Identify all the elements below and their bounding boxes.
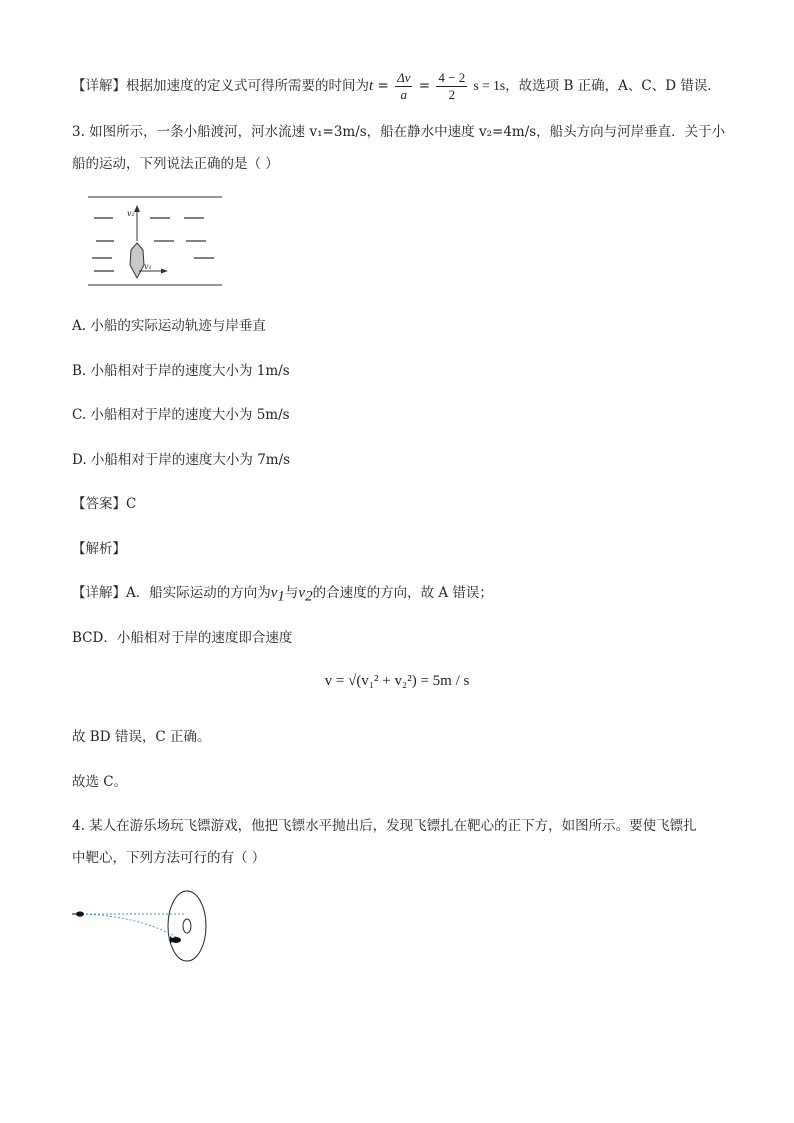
fraction-denominator: 2: [448, 87, 456, 102]
q3-stem-line1: 3. 如图所示，一条小船渡河，河水流速 v₁=3m/s，船在静水中速度 v₂=4m/s，船头方向与河岸垂直．关于小: [72, 124, 726, 140]
label-v1: v₁: [144, 262, 152, 271]
detail-a-post: 的合速度的方向，故 A 错误；: [312, 585, 493, 601]
bcd-line: BCD．小船相对于岸的速度即合速度: [72, 630, 293, 646]
river-boat-figure: [86, 193, 224, 288]
dart-target-figure: [70, 888, 220, 968]
q3-stem-line2: 船的运动，下列说法正确的是（ ）: [72, 156, 279, 172]
option-d: D. 小船相对于岸的速度大小为 7m/s: [72, 452, 291, 468]
fraction-numerator: Δv: [397, 70, 411, 85]
sub-1: 1: [277, 588, 285, 605]
connector: 与: [284, 585, 299, 601]
detail-lead: 【详解】根据加速度的定义式可得所需要的时间为: [72, 78, 369, 94]
detail-tail: ，故选项 B 正确，A、C、D 错误．: [505, 78, 721, 94]
equals-2: =: [418, 78, 431, 94]
var-v2: v: [298, 585, 306, 601]
analysis-label: 【解析】: [72, 541, 126, 557]
result-value: s = 1s: [473, 78, 506, 93]
answer-label: 【答案】C: [72, 496, 137, 512]
option-b: B. 小船相对于岸的速度大小为 1m/s: [72, 363, 290, 379]
detail-a-line: [72, 583, 493, 607]
q4-stem-line2: 中靶心，下列方法可行的有（ ）: [72, 850, 266, 866]
sub-2: 2: [305, 588, 313, 605]
fraction-denominator: a: [400, 87, 408, 102]
fraction-delta-v-over-a: [395, 70, 412, 103]
var-v1: v: [270, 585, 278, 601]
conclusion-line: 故 BD 错误，C 正确。: [72, 729, 211, 745]
detail-a-pre: 【详解】A．船实际运动的方向为: [72, 585, 271, 601]
label-v2: v₂: [127, 209, 135, 218]
detail-line-q2: [72, 70, 721, 103]
resultant-velocity-formula: v = √(v₁² + v₂²) = 5m / s: [324, 673, 470, 689]
choose-line: 故选 C。: [72, 774, 128, 790]
option-c: C. 小船相对于岸的速度大小为 5m/s: [72, 407, 290, 423]
equals-1: =: [377, 78, 389, 94]
option-a: A. 小船的实际运动轨迹与岸垂直: [72, 318, 266, 334]
var-t: t: [369, 78, 374, 94]
fraction-values: [436, 70, 467, 103]
q4-stem-line1: 4. 某人在游乐场玩飞镖游戏，他把飞镖水平抛出后，发现飞镖扎在靶心的正下方，如图所示。要使飞镖扎: [72, 818, 697, 834]
fraction-numerator: 4 − 2: [438, 70, 466, 85]
